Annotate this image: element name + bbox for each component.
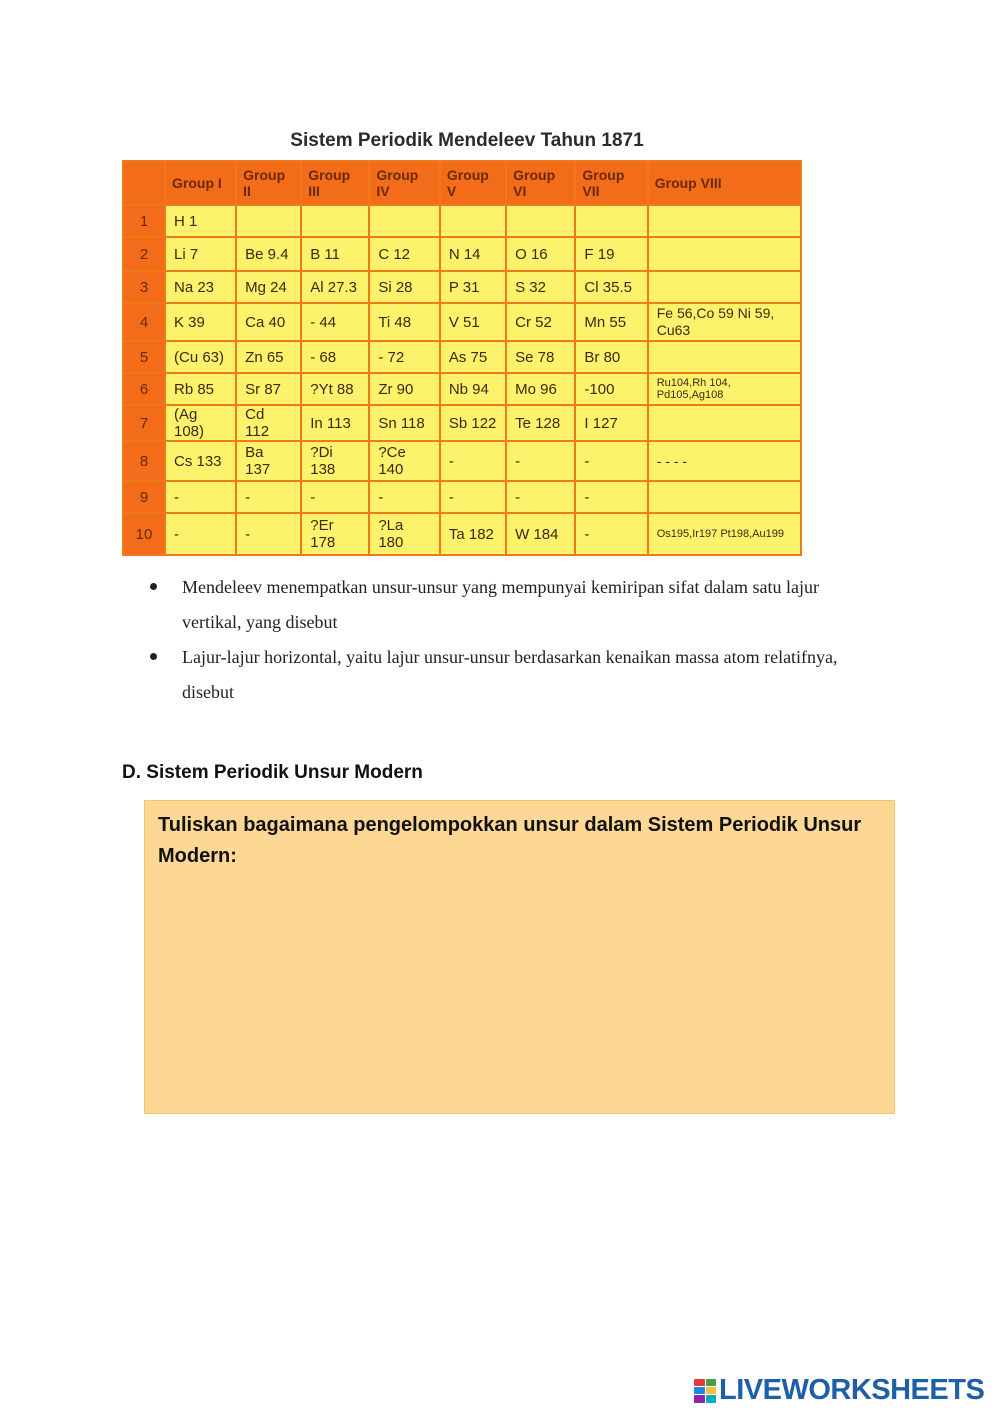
logo-square — [706, 1387, 717, 1394]
table-header-cell: Group IV — [369, 161, 440, 205]
element-cell: Ti 48 — [369, 303, 440, 341]
period-number-cell: 9 — [123, 481, 165, 513]
period-number-cell: 8 — [123, 441, 165, 481]
period-number-cell: 5 — [123, 341, 165, 373]
element-cell: Ba 137 — [236, 441, 301, 481]
element-cell — [648, 271, 801, 303]
bullet-list — [150, 570, 870, 710]
element-cell: - — [165, 513, 236, 555]
element-cell — [648, 341, 801, 373]
period-number-cell: 4 — [123, 303, 165, 341]
bullet-text: Mendeleev menempatkan unsur-unsur yang mempunyai kemiripan sifat dalam satu lajur vertikal, yang disebut — [182, 577, 819, 632]
table-row — [123, 441, 801, 481]
element-cell: - — [440, 481, 506, 513]
bullet-dot-icon — [150, 653, 157, 660]
logo-text: LIVEWORKSHEETS — [719, 1374, 985, 1406]
element-cell: S 32 — [506, 271, 575, 303]
period-number-cell: 1 — [123, 205, 165, 237]
element-cell — [236, 205, 301, 237]
element-cell — [440, 205, 506, 237]
table-header-corner — [123, 161, 165, 205]
table-title: Sistem Periodik Mendeleev Tahun 1871 — [290, 130, 644, 151]
table-header-cell: Group V — [440, 161, 506, 205]
element-cell — [575, 205, 647, 237]
element-cell: Ta 182 — [440, 513, 506, 555]
element-cell: H 1 — [165, 205, 236, 237]
element-cell: ?Er 178 — [301, 513, 369, 555]
table-row — [123, 513, 801, 555]
table-header-row — [123, 161, 801, 205]
element-cell: - - - - — [648, 441, 801, 481]
element-cell: C 12 — [369, 237, 440, 271]
period-number-cell: 2 — [123, 237, 165, 271]
period-number-cell: 7 — [123, 405, 165, 441]
element-cell: - — [506, 441, 575, 481]
element-cell: Cr 52 — [506, 303, 575, 341]
element-cell: Be 9.4 — [236, 237, 301, 271]
element-cell — [648, 237, 801, 271]
element-cell: Sb 122 — [440, 405, 506, 441]
answer-prompt: Tuliskan bagaimana pengelompokkan unsur dalam Sistem Periodik Unsur Modern: — [158, 814, 862, 867]
element-cell: ?Yt 88 — [301, 373, 369, 405]
element-cell: (Ag 108) — [165, 405, 236, 441]
element-cell: - 68 — [301, 341, 369, 373]
element-cell: -100 — [575, 373, 647, 405]
table-row — [123, 205, 801, 237]
element-cell: Cs 133 — [165, 441, 236, 481]
element-cell: (Cu 63) — [165, 341, 236, 373]
element-cell: - — [236, 481, 301, 513]
table-row — [123, 271, 801, 303]
logo-square — [706, 1379, 717, 1386]
element-cell: N 14 — [440, 237, 506, 271]
element-cell: - — [165, 481, 236, 513]
element-cell — [648, 205, 801, 237]
element-cell: Cd 112 — [236, 405, 301, 441]
element-cell: Ru104,Rh 104, Pd105,Ag108 — [648, 373, 801, 405]
table-row — [123, 303, 801, 341]
element-cell: I 127 — [575, 405, 647, 441]
logo-square — [694, 1379, 705, 1386]
element-cell: Br 80 — [575, 341, 647, 373]
element-cell: Li 7 — [165, 237, 236, 271]
element-cell: K 39 — [165, 303, 236, 341]
element-cell: Al 27.3 — [301, 271, 369, 303]
element-cell: Si 28 — [369, 271, 440, 303]
table-header-cell: Group VII — [575, 161, 647, 205]
element-cell: W 184 — [506, 513, 575, 555]
element-cell: F 19 — [575, 237, 647, 271]
element-cell: Se 78 — [506, 341, 575, 373]
element-cell: Nb 94 — [440, 373, 506, 405]
element-cell: Fe 56,Co 59 Ni 59, Cu63 — [648, 303, 801, 341]
mendeleev-periodic-table — [122, 160, 802, 556]
bullet-text: Lajur-lajur horizontal, yaitu lajur unsur-unsur berdasarkan kenaikan massa atom relatifnya, disebut — [182, 647, 838, 702]
mendeleev-table-figure — [122, 126, 802, 556]
element-cell: - — [369, 481, 440, 513]
liveworksheets-logo — [694, 1374, 984, 1407]
bullet-item — [150, 570, 870, 640]
element-cell: Na 23 — [165, 271, 236, 303]
element-cell: V 51 — [440, 303, 506, 341]
element-cell: - — [236, 513, 301, 555]
element-cell: - — [440, 441, 506, 481]
table-header-cell: Group I — [165, 161, 236, 205]
element-cell: As 75 — [440, 341, 506, 373]
element-cell: ?Ce 140 — [369, 441, 440, 481]
element-cell: ?Di 138 — [301, 441, 369, 481]
element-cell: Mo 96 — [506, 373, 575, 405]
table-row — [123, 373, 801, 405]
element-cell: ?La 180 — [369, 513, 440, 555]
table-header-cell: Group VIII — [648, 161, 801, 205]
element-cell: - 72 — [369, 341, 440, 373]
element-cell: Zn 65 — [236, 341, 301, 373]
bullet-item — [150, 640, 870, 710]
element-cell: - — [506, 481, 575, 513]
element-cell: Mn 55 — [575, 303, 647, 341]
section-heading: D. Sistem Periodik Unsur Modern — [122, 762, 423, 783]
period-number-cell: 10 — [123, 513, 165, 555]
table-header-cell: Group II — [236, 161, 301, 205]
element-cell: Rb 85 — [165, 373, 236, 405]
logo-square — [694, 1387, 705, 1394]
table-row — [123, 405, 801, 441]
element-cell — [301, 205, 369, 237]
element-cell: Ca 40 — [236, 303, 301, 341]
element-cell: Sr 87 — [236, 373, 301, 405]
element-cell: Cl 35.5 — [575, 271, 647, 303]
element-cell: In 113 — [301, 405, 369, 441]
element-cell: - — [575, 481, 647, 513]
element-cell — [648, 481, 801, 513]
element-cell: Os195,Ir197 Pt198,Au199 — [648, 513, 801, 555]
element-cell: Te 128 — [506, 405, 575, 441]
table-row — [123, 237, 801, 271]
element-cell: - — [575, 513, 647, 555]
table-row — [123, 481, 801, 513]
table-header-cell: Group VI — [506, 161, 575, 205]
element-cell — [648, 405, 801, 441]
liveworksheets-logo-icon — [694, 1379, 716, 1403]
period-number-cell: 3 — [123, 271, 165, 303]
element-cell: P 31 — [440, 271, 506, 303]
element-cell: - 44 — [301, 303, 369, 341]
element-cell — [506, 205, 575, 237]
element-cell: Mg 24 — [236, 271, 301, 303]
element-cell: Sn 118 — [369, 405, 440, 441]
element-cell: - — [575, 441, 647, 481]
element-cell: Zr 90 — [369, 373, 440, 405]
element-cell: B 11 — [301, 237, 369, 271]
logo-square — [706, 1395, 717, 1402]
answer-box[interactable] — [144, 800, 895, 1114]
element-cell: - — [301, 481, 369, 513]
element-cell: O 16 — [506, 237, 575, 271]
period-number-cell: 6 — [123, 373, 165, 405]
table-header-cell: Group III — [301, 161, 369, 205]
element-cell — [369, 205, 440, 237]
bullet-dot-icon — [150, 583, 157, 590]
table-row — [123, 341, 801, 373]
logo-square — [694, 1395, 705, 1402]
